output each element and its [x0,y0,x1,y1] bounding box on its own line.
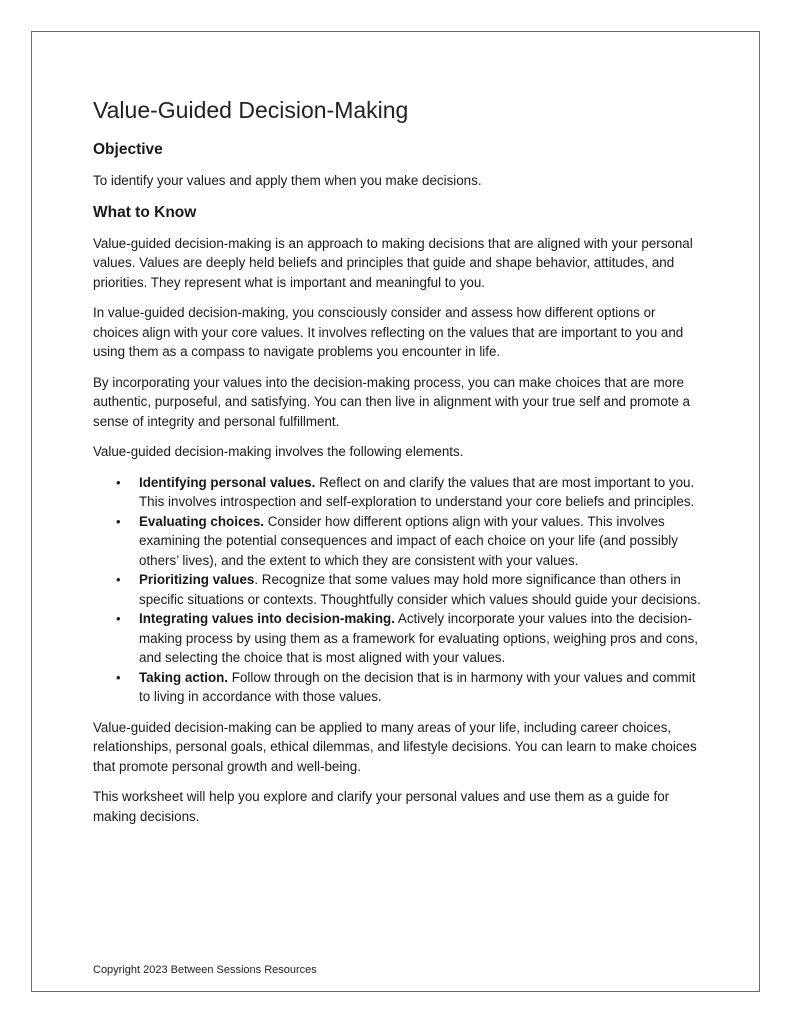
bullet-icon: • [116,474,121,490]
bullet-icon: • [116,669,121,685]
list-item [93,609,701,668]
paragraph: By incorporating your values into the decision-making process, you can make choices that are more authentic, purposeful, and satisfying. You can then live in alignment with your true self and promote a sense of integrity and personal fulfillment. [93,374,690,429]
elements-list [93,473,701,707]
bullet-icon: • [116,513,121,529]
document-body [93,93,701,837]
copyright-footer: Copyright 2023 Between Sessions Resources [93,964,317,976]
bullet-icon: • [116,572,121,587]
document-title: Value-Guided Decision-Making [93,97,409,123]
objective-heading: Objective [93,141,163,158]
list-item-text: . Recognize that some values may hold more significance than others in specific situations or contexts. Thoughtfully consider which values should guide your decisions. [139,572,701,607]
list-item [93,473,701,512]
paragraph: Value-guided decision-making is an approach to making decisions that are aligned with your personal values. Values are deeply held beliefs and principles that guide and shape behavior, attitudes, and priorities. They represent what is important and meaningful to you. [93,235,693,290]
paragraph: In value-guided decision-making, you consciously consider and assess how different options or choices align with your core values. It involves reflecting on the values that are important to you and using them as a compass to navigate problems you encounter in life. [93,305,684,359]
paragraph: Value-guided decision-making can be applied to many areas of your life, including career choices, relationships, personal goals, ethical dilemmas, and lifestyle decisions. You can learn to make choices that promote personal growth and well-being. [93,719,697,774]
objective-text: To identify your values and apply them when you make decisions. [93,173,482,188]
bullet-icon: • [116,611,121,626]
list-item-term: Prioritizing values [139,572,255,587]
list-item-term: Identifying personal values. [139,474,316,490]
paragraph: This worksheet will help you explore and clarify your personal values and use them as a guide for making decisions. [93,789,670,824]
list-item-term: Integrating values into decision-making. [139,611,395,626]
paragraph: Value-guided decision-making involves the following elements. [93,444,464,459]
list-item-text: Actively incorporate your values into the decision-making process by using them as a framework for evaluating options, weighing pros and cons, and selecting the choice that is most aligned with your values. [139,611,698,665]
list-item-text: Consider how different options align with your values. This involves examining the potential consequences and impact of each choice on your life (and possibly others’ lives), and the extent to which they are consistent with your values. [139,513,678,568]
list-item [93,668,701,707]
what-to-know-heading: What to Know [93,203,197,221]
list-item-term: Evaluating choices. [139,513,265,529]
list-item [93,570,701,609]
list-item-term: Taking action. [139,669,229,685]
list-item-text: Reflect on and clarify the values that are most important to you. This involves introspection and self-exploration to understand your core beliefs and principles. [139,474,695,509]
list-item-text: Follow through on the decision that is in harmony with your values and commit to living in accordance with those values. [139,669,696,704]
list-item [93,512,701,571]
